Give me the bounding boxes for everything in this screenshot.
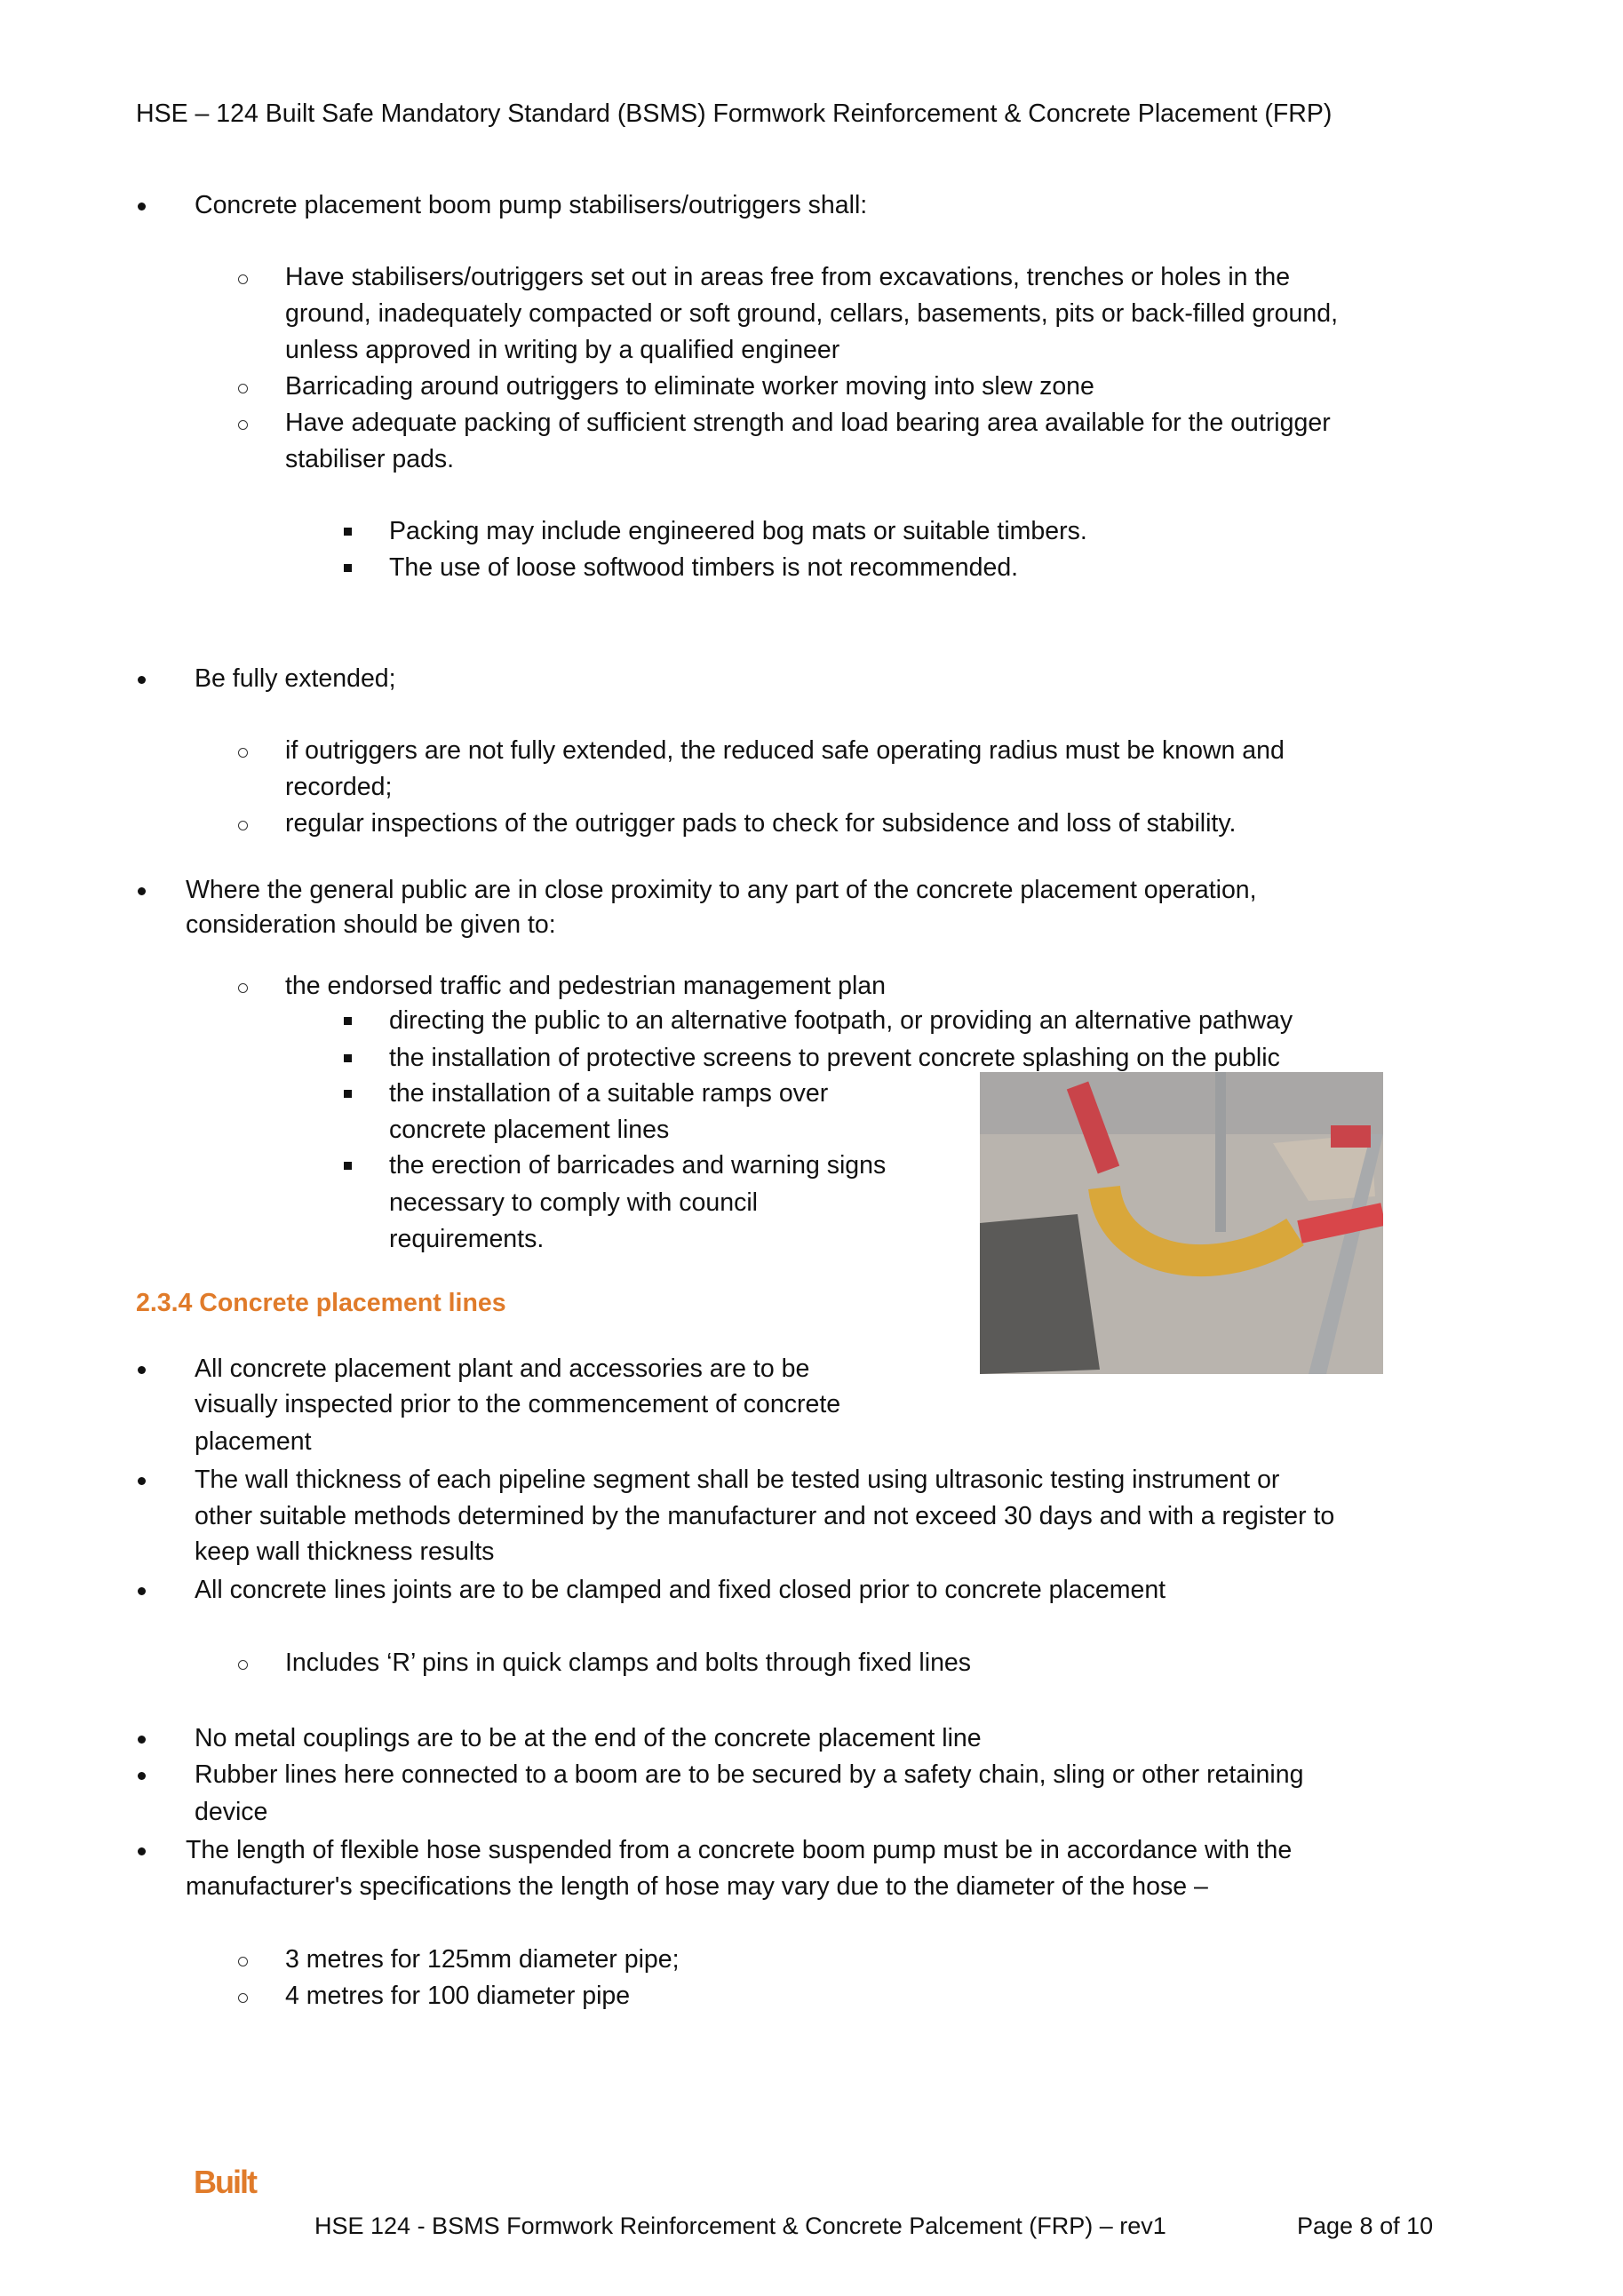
sub-bullet-text: ground, inadequately compacted or soft ground, cellars, basements, pits or back-filled ground, [285,299,1339,328]
bullet-text: consideration should be given to: [186,910,556,939]
sub-bullet-text: unless approved in writing by a qualified engineer [285,336,840,364]
sub-bullet-text: stabiliser pads. [285,445,455,473]
sub-bullet-text: Includes ‘R’ pins in quick clamps and bolts through fixed lines [285,1649,972,1677]
bullet-text: placement [195,1427,312,1456]
bullet-text: No metal couplings are to be at the end of the concrete placement line [195,1724,982,1752]
sub-bullet-marker [238,1645,248,1670]
sub-bullet-text: regular inspections of the outrigger pads to check for subsidence and loss of stability. [285,809,1237,838]
sub-bullet-marker [238,968,248,993]
bullet-marker [138,1351,146,1374]
bullet-text: manufacturer's specifications the length of hose may vary due to the diameter of the hose – [186,1872,1208,1901]
sub-bullet-text: Have stabilisers/outriggers set out in areas free from excavations, trenches or holes in the [285,263,1291,291]
bullet-text: Rubber lines here connected to a boom are to be secured by a safety chain, sling or other retaining [195,1760,1304,1789]
square-bullet-marker [344,550,352,572]
square-bullet-text: the installation of a suitable ramps over [389,1079,829,1108]
footer-doc-ref: HSE 124 - BSMS Formwork Reinforcement & Concrete Palcement (FRP) – rev1 [314,2213,1166,2239]
square-bullet-text: necessary to comply with council [389,1188,759,1217]
sub-bullet-marker [238,733,248,758]
square-bullet-marker [344,1003,352,1025]
square-bullet-text: concrete placement lines [389,1116,670,1144]
sub-bullet-marker [238,806,248,830]
bullet-marker [138,1832,146,1855]
square-bullet-marker [344,513,352,536]
sub-bullet-marker [238,259,248,284]
bullet-text: other suitable methods determined by the manufacturer and not exceed 30 days and with a register to [195,1502,1335,1530]
bullet-text: The wall thickness of each pipeline segment shall be tested using ultrasonic testing instrument or [195,1466,1280,1494]
sub-bullet-text: Have adequate packing of sufficient strength and load bearing area available for the outrigger [285,409,1331,437]
built-logo: Built [194,2164,256,2200]
sub-bullet-marker [238,1978,248,2003]
bullet-marker [138,661,146,684]
square-bullet-text: The use of loose softwood timbers is not recommended. [389,553,1019,582]
bullet-text: visually inspected prior to the commencement of concrete [195,1390,841,1418]
square-bullet-text: the installation of protective screens to prevent concrete splashing on the public [389,1044,1280,1072]
concrete-line-photo [980,1072,1383,1374]
square-bullet-marker [344,1040,352,1062]
sub-bullet-text: the endorsed traffic and pedestrian management plan [285,972,887,1000]
square-bullet-text: Packing may include engineered bog mats or suitable timbers. [389,517,1087,545]
square-bullet-text: the erection of barricades and warning signs [389,1151,887,1180]
bullet-text: keep wall thickness results [195,1537,495,1566]
sub-bullet-text: Barricading around outriggers to eliminate worker moving into slew zone [285,372,1094,401]
square-bullet-text: directing the public to an alternative footpath, or providing an alternative pathway [389,1006,1293,1035]
bullet-marker [138,1572,146,1595]
sub-bullet-marker [238,369,248,393]
bullet-text: Concrete placement boom pump stabilisers/outriggers shall: [195,191,868,219]
bullet-marker [138,872,146,895]
bullet-marker [138,1720,146,1744]
square-bullet-marker [344,1076,352,1098]
sub-bullet-text: 4 metres for 100 diameter pipe [285,1982,631,2010]
bullet-text: Be fully extended; [195,664,396,693]
bullet-marker [138,187,146,211]
bullet-marker [138,1757,146,1780]
footer-page-number: Page 8 of 10 [1297,2213,1434,2239]
section-heading: 2.3.4 Concrete placement lines [136,1289,506,1317]
sub-bullet-text: 3 metres for 125mm diameter pipe; [285,1945,680,1974]
page-header-title: HSE – 124 Built Safe Mandatory Standard (BSMS) Formwork Reinforcement & Concrete Placement (FRP) [136,99,1333,128]
bullet-text: device [195,1798,268,1826]
square-bullet-text: requirements. [389,1225,545,1253]
sub-bullet-text: recorded; [285,773,393,801]
sub-bullet-text: if outriggers are not fully extended, the reduced safe operating radius must be known and [285,736,1285,765]
square-bullet-marker [344,1148,352,1170]
bullet-text: Where the general public are in close proximity to any part of the concrete placement operation, [186,876,1257,904]
bullet-text: All concrete lines joints are to be clamped and fixed closed prior to concrete placement [195,1576,1166,1604]
sub-bullet-marker [238,405,248,430]
sub-bullet-marker [238,1942,248,1966]
bullet-marker [138,1462,146,1485]
bullet-text: All concrete placement plant and accessories are to be [195,1355,810,1383]
bullet-text: The length of flexible hose suspended from a concrete boom pump must be in accordance with the [186,1836,1293,1864]
